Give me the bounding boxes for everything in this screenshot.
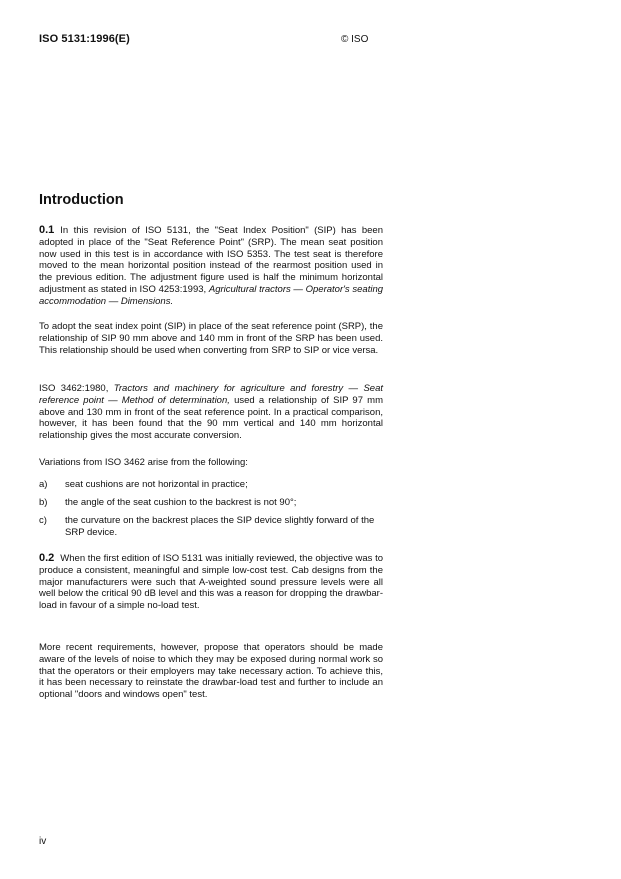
iso-3462-reference: ISO 3462:1980, xyxy=(39,383,109,394)
list-item-b xyxy=(39,497,383,509)
list-text-b: the angle of the seat cushion to the backrest is not 90°; xyxy=(65,497,297,508)
clause-number-0-1: 0.1 xyxy=(39,224,55,236)
list-marker-b: b) xyxy=(39,497,48,508)
standard-identifier: ISO 5131:1996(E) xyxy=(39,33,130,45)
iso-3462-text: used a relationship of SIP 97 mm above and 130 mm in front of the seat reference point. In a practical comparison, however, it has been found that the 90 mm vertical and 140 mm horizontal relationship gives the most accurate conversion. xyxy=(39,394,383,442)
list-text-c: the curvature on the backrest places the SIP device slightly forward of the SRP device. xyxy=(65,515,375,538)
paragraph-srp-relationship: To adopt the seat index point (SIP) in place of the seat reference point (SRP), the relationship of SIP 90 mm above and 140 mm in front of the SRP has been used. This relationship should be used when converting from SRP to SIP or vice versa. xyxy=(39,321,383,356)
paragraph-iso-3462 xyxy=(39,383,383,442)
copyright-notice: © ISO xyxy=(341,34,369,45)
clause-0-2-paragraph xyxy=(39,553,383,612)
clause-0-1-referenced-title: Agricultural tractors — Operator's seating accommodation — Dimensions. xyxy=(39,283,384,307)
list-marker-c: c) xyxy=(39,515,47,526)
list-text-a: seat cushions are not horizontal in practice; xyxy=(65,479,248,490)
list-item-c xyxy=(39,515,383,539)
clause-0-2-text: When the first edition of ISO 5131 was initially reviewed, the objective was to produce a consistent, meaningful and simple low-cost test. Cab designs from the major manufacturers were such that A-weighted sound pressure levels were all well below the critical 90 dB level and this was a reason for dropping the drawbar-load in favour of a simple no-load test. xyxy=(39,553,383,612)
iso-3462-title: Tractors and machinery for agriculture and forestry — Seat reference point — Method of determination, xyxy=(39,383,383,406)
variations-intro: Variations from ISO 3462 arise from the following: xyxy=(39,457,248,468)
paragraph-recent-requirements: More recent requirements, however, propose that operators should be made aware of the levels of noise to which they may be exposed during normal work so that the operators or their employers may take necessary action. To achieve this, it has been necessary to reinstate the drawbar-load test and further to include an optional "doors and windows open" test. xyxy=(39,642,383,701)
section-heading-introduction: Introduction xyxy=(39,192,124,208)
page-number: iv xyxy=(39,836,47,847)
clause-0-1-paragraph xyxy=(39,225,383,308)
list-marker-a: a) xyxy=(39,479,48,490)
list-item-a xyxy=(39,479,383,491)
clause-number-0-2: 0.2 xyxy=(39,552,55,564)
clause-0-1-text: In this revision of ISO 5131, the "Seat Index Position" (SIP) has been adopted in place of the "Seat Reference Point" (SRP). The mean seat position now used in this test is in accordance with ISO 5353. The test seat is therefore moved to the mean horizontal position instead of the rearmost position used in the previous edition. The adjustment figure used is half the minimum horizontal adjustment as stated in ISO 4253:1993, xyxy=(39,225,383,295)
